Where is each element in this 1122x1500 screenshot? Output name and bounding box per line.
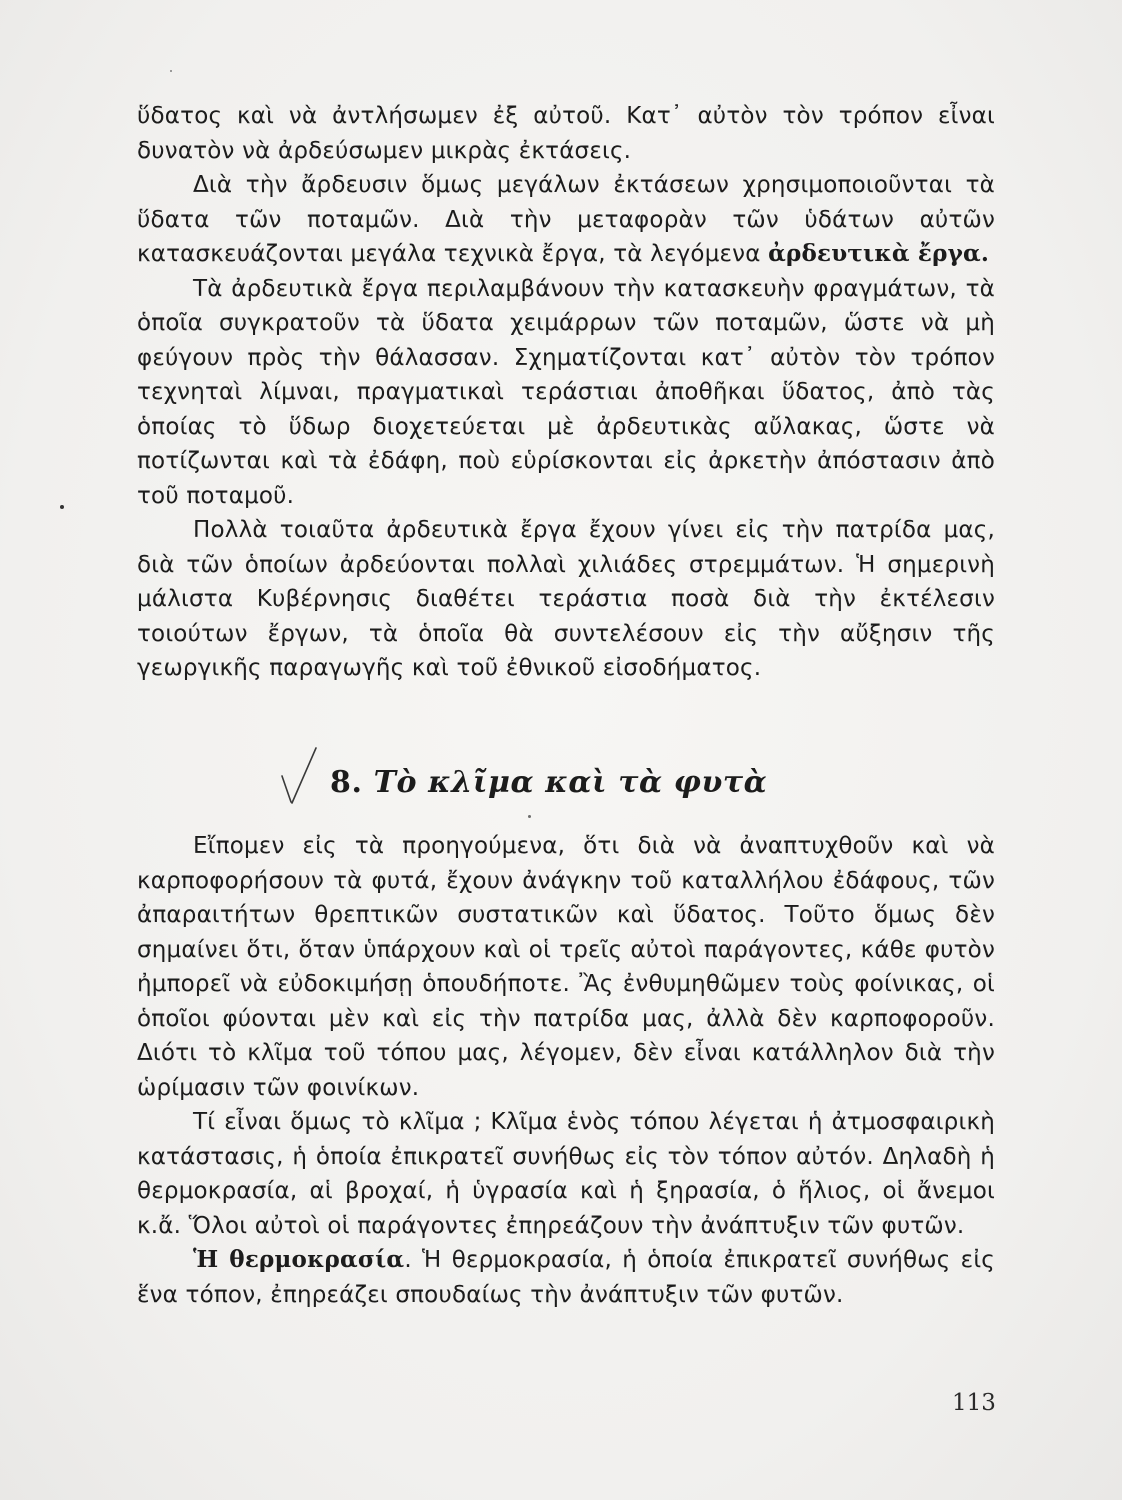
paragraph-2-text: Διὰ τὴν ἄρδευσιν ὅμως μεγάλων ἐκτάσεων χρησιμοποιοῦνται τὰ ὕδατα τῶν ποταμῶν. Διὰ τὴν μεταφορὰν τῶν ὑδάτων αὐτῶν κατασκευάζονται μεγάλα τεχνικὰ ἔργα, τὰ λεγόμενα bbox=[137, 172, 995, 267]
section-title: Τὸ κλῖμα καὶ τὰ φυτὰ bbox=[373, 764, 768, 800]
page-number: 113 bbox=[952, 1390, 996, 1416]
bold-term-temperature: Ἡ θερμοκρασία bbox=[193, 1246, 405, 1273]
section-heading bbox=[298, 752, 858, 812]
paragraph-1: ὕδατος καὶ νὰ ἀντλήσωμεν ἐξ αὐτοῦ. Κατ᾽ αὐτὸν τὸν τρόπον εἶναι δυνατὸν νὰ ἀρδεύσωμεν μικρὰς ἐκτάσεις. bbox=[137, 103, 995, 164]
section-heading-text bbox=[330, 765, 767, 800]
paper-speck bbox=[170, 70, 172, 72]
paragraph-2 bbox=[137, 168, 995, 272]
bold-term-irrigation-works: ἀρδευτικὰ ἔργα. bbox=[768, 240, 990, 267]
paragraph-7-text: . Ἡ θερμοκρασία, ἡ ὁποία ἐπικρατεῖ συνήθως εἰς ἕνα τόπον, ἐπηρεάζει σπουδαίως τὴν ἀνάπτυξιν τῶν φυτῶν. bbox=[137, 1247, 995, 1308]
paragraph-6: Τί εἶναι ὅμως τὸ κλῖμα ; Κλῖμα ἑνὸς τόπου λέγεται ἡ ἀτμοσφαιρικὴ κατάστασις, ἡ ὁποία ἐπικρατεῖ συνήθως εἰς τὸν τόπον αὐτόν. Δηλαδὴ ἡ θερμοκρασία, αἱ βροχαί, ἡ ὑγρασία καὶ ἡ ξηρασία, ὁ ἥλιος, οἱ ἄνεμοι κ.ἄ. Ὅλοι αὐτοὶ οἱ παράγοντες ἐπηρεάζουν τὴν ἀνάπτυξιν τῶν φυτῶν. bbox=[137, 1109, 995, 1239]
paragraph-4: Πολλὰ τοιαῦτα ἀρδευτικὰ ἔργα ἔχουν γίνει εἰς τὴν πατρίδα μας, διὰ τῶν ὁποίων ἀρδεύονται πολλαὶ χιλιάδες στρεμμάτων. Ἡ σημερινὴ μάλιστα Κυβέρνησις διαθέτει τεράστια ποσὰ διὰ τὴν ἐκτέλεσιν τοιούτων ἔργων, τὰ ὁποῖα θὰ συντελέσουν εἰς τὴν αὔξησιν τῆς γεωργικῆς παραγωγῆς καὶ τοῦ ἐθνικοῦ εἰσοδήματος. bbox=[137, 517, 995, 681]
paper-speck bbox=[60, 505, 64, 509]
paragraph-3: Τὰ ἀρδευτικὰ ἔργα περιλαμβάνουν τὴν κατασκευὴν φραγμάτων, τὰ ὁποῖα συγκρατοῦν τὰ ὕδατα χειμάρρων τῶν ποταμῶν, ὥστε νὰ μὴ φεύγουν πρὸς τὴν θάλασσαν. Σχηματίζονται κατ᾽ αὐτὸν τὸν τρόπον τεχνηταὶ λίμναι, πραγματικαὶ τεράστιαι ἀποθῆκαι ὕδατος, ἀπὸ τὰς ὁποίας τὸ ὕδωρ διοχετεύεται μὲ ἀρδευτικὰς αὔλακας, ὥστε νὰ ποτίζωνται καὶ τὰ ἐδάφη, ποὺ εὑρίσκονται εἰς ἀρκετὴν ἀπόστασιν ἀπὸ τοῦ ποταμοῦ. bbox=[137, 275, 995, 509]
paper-speck bbox=[528, 815, 531, 818]
text-section-irrigation bbox=[137, 99, 995, 686]
text-section-climate bbox=[137, 829, 995, 1312]
paragraph-7 bbox=[137, 1243, 995, 1312]
paragraph-5: Εἴπομεν εἰς τὰ προηγούμενα, ὅτι διὰ νὰ ἀναπτυχθοῦν καὶ νὰ καρποφορήσουν τὰ φυτά, ἔχουν ἀνάγκην τοῦ καταλλήλου ἐδάφους, τῶν ἀπαραιτήτων θρεπτικῶν συστατικῶν καὶ ὕδατος. Τοῦτο ὅμως δὲν σημαίνει ὅτι, ὅταν ὑπάρχουν καὶ οἱ τρεῖς αὐτοὶ παράγοντες, κάθε φυτὸν ἠμπορεῖ νὰ εὐδοκιμήσῃ ὁπουδήποτε. Ἂς ἐνθυμηθῶμεν τοὺς φοίνικας, οἱ ὁποῖοι φύονται μὲν καὶ εἰς τὴν πατρίδα μας, ἀλλὰ δὲν καρποφοροῦν. Διότι τὸ κλῖμα τοῦ τόπου μας, λέγομεν, δὲν εἶναι κατάλληλον διὰ τὴν ὡρίμασιν τῶν φοινίκων. bbox=[137, 833, 995, 1101]
section-number: 8. bbox=[330, 764, 363, 800]
handwritten-check-mark-icon bbox=[278, 746, 320, 810]
